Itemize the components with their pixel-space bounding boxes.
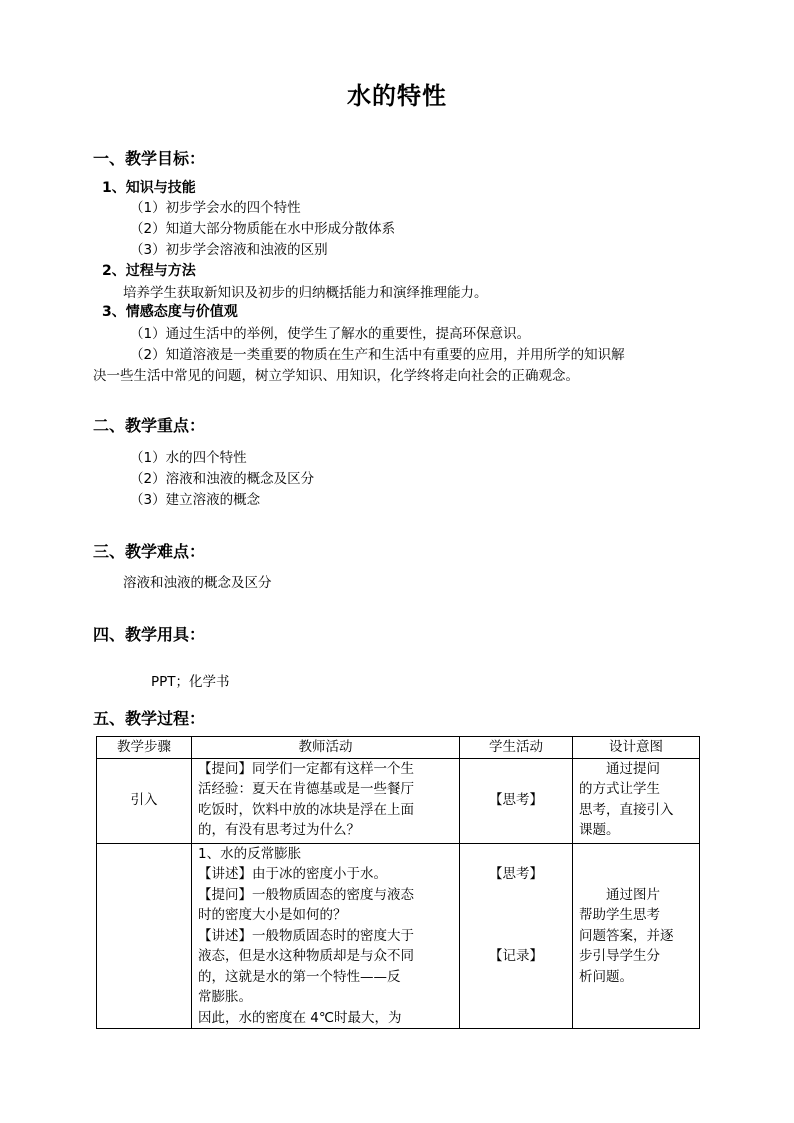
- teacher-line: 【提问】一般物质固态的密度与液态: [198, 886, 414, 903]
- design-cell: [573, 843, 700, 1029]
- design-line: 通过提问: [579, 760, 660, 777]
- section-heading-difficulties: 三、教学难点：: [93, 542, 206, 561]
- section-heading-key-points: 二、教学重点：: [93, 416, 206, 435]
- objective-item: （3）初步学会溶液和浊液的区别: [130, 242, 328, 258]
- subheading-emotion-values: 3、情感态度与价值观: [102, 304, 238, 320]
- section-heading-process: 五、教学过程：: [93, 709, 206, 728]
- teacher-line: 常膨胀。: [198, 989, 252, 1005]
- design-line: 通过图片: [579, 886, 660, 903]
- design-line: 析问题。: [579, 968, 633, 985]
- section-heading-tools: 四、教学用具：: [93, 625, 206, 644]
- tools-text: PPT；化学书: [151, 674, 230, 690]
- teacher-line: 时的密度大小是如何的？: [198, 907, 347, 923]
- teacher-cell: [192, 758, 460, 843]
- teaching-process-table: [96, 736, 700, 1029]
- design-line: 思考，直接引入: [579, 801, 674, 818]
- objective-item: （2）知道大部分物质能在水中形成分散体系: [130, 221, 396, 237]
- emotion-item: （1）通过生活中的举例，使学生了解水的重要性，提高环保意识。: [130, 326, 531, 342]
- student-activity: 【思考】: [489, 866, 543, 882]
- teacher-line: 液态，但是水这种物质却是与众不同: [198, 948, 414, 964]
- table-header-row: [97, 737, 700, 759]
- subheading-knowledge-skills: 1、知识与技能: [102, 180, 196, 196]
- section-heading-objectives: 一、教学目标：: [93, 149, 206, 168]
- process-method-text: 培养学生获取新知识及初步的归纳概括能力和演绎推理能力。: [123, 285, 488, 301]
- design-line: 问题答案，并逐: [579, 927, 674, 944]
- header-step: 教学步骤: [97, 737, 192, 759]
- teacher-line: 【讲述】一般物质固态时的密度大于: [198, 927, 414, 944]
- design-line: 课题。: [579, 822, 620, 838]
- teacher-line: 【讲述】由于冰的密度小于水。: [198, 866, 387, 882]
- header-student: 学生活动: [460, 737, 573, 759]
- step-cell: [97, 843, 192, 1029]
- teacher-line: 1、水的反常膨胀: [198, 845, 302, 862]
- key-point-item: （2）溶液和浊液的概念及区分: [130, 471, 315, 487]
- design-line: 帮助学生思考: [579, 907, 660, 923]
- key-point-item: （3）建立溶液的概念: [130, 492, 261, 508]
- teacher-line: 【提问】同学们一定都有这样一个生: [198, 760, 414, 777]
- teacher-line: 的，有没有思考过为什么？: [198, 822, 360, 838]
- key-point-item: （1）水的四个特性: [130, 450, 247, 466]
- teacher-line: 因此，水的密度在 4℃时最大，为: [198, 1009, 402, 1026]
- student-cell: 【思考】: [460, 758, 573, 843]
- teacher-line: 活经验：夏天在肯德基或是一些餐厅: [198, 781, 414, 797]
- difficulty-text: 溶液和浊液的概念及区分: [123, 575, 272, 591]
- subheading-process-method: 2、过程与方法: [102, 263, 196, 279]
- design-line: 步引导学生分: [579, 948, 660, 964]
- page-title: 水的特性: [347, 82, 447, 110]
- teacher-line: 的，这就是水的第一个特性——反: [198, 968, 401, 985]
- student-cell: [460, 843, 573, 1029]
- header-teacher: 教师活动: [192, 737, 460, 759]
- table-row: [97, 843, 700, 1029]
- step-cell: 引入: [97, 758, 192, 843]
- objective-item: （1）初步学会水的四个特性: [130, 200, 301, 216]
- teacher-line: 吃饭时，饮料中放的冰块是浮在上面: [198, 801, 414, 818]
- teacher-cell: [192, 843, 460, 1029]
- design-line: 的方式让学生: [579, 781, 660, 797]
- student-activity: 【记录】: [489, 948, 543, 964]
- header-design: 设计意图: [573, 737, 700, 759]
- emotion-item: （2）知道溶液是一类重要的物质在生产和生活中有重要的应用，并用所学的知识解: [130, 347, 625, 363]
- emotion-item-continuation: 决一些生活中常见的问题，树立学知识、用知识，化学终将走向社会的正确观念。: [93, 368, 579, 384]
- table-row: [97, 758, 700, 843]
- design-cell: [573, 758, 700, 843]
